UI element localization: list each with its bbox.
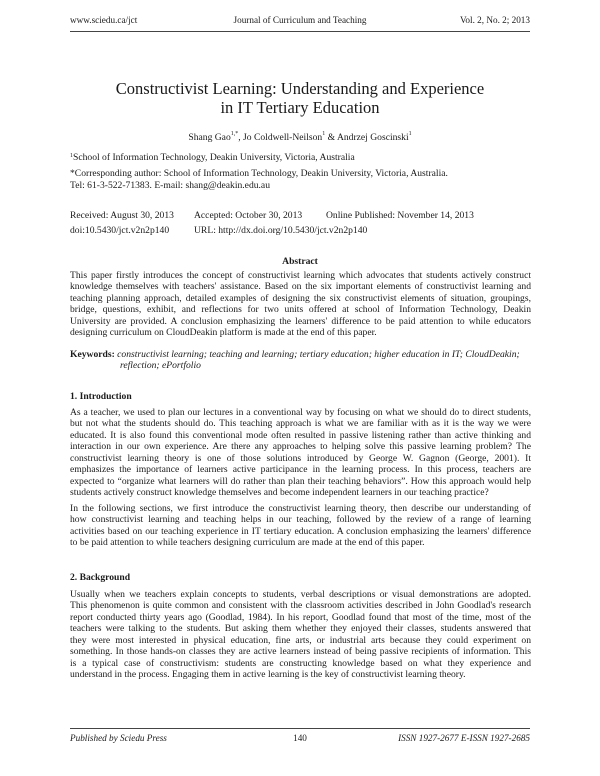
body-line: Usually when we teachers explain concepts to students, verbal descriptions or visual demonstrations are adopted. <box>70 589 531 600</box>
body-line: In the following sections, we first introduce the constructivist learning theory, then describe our understanding of <box>70 503 531 514</box>
journal-name: Journal of Curriculum and Teaching <box>233 15 367 25</box>
received-date: Received: August 30, 2013 <box>70 210 174 221</box>
background-paragraph <box>70 589 531 681</box>
body-line: emphasizes the importance of learners active participance in the learning process. In this process, teachers are <box>70 464 531 476</box>
body-line: to be paid attention to while teachers designing curriculum are made at the end of this paper. <box>70 537 425 549</box>
abstract-heading: Abstract <box>282 256 318 267</box>
body-line: is a typical case of constructivism: students are constructing knowledge based on what they experience and <box>70 657 531 669</box>
introduction-paragraph-1 <box>70 407 531 499</box>
introduction-paragraph-2 <box>70 503 531 549</box>
author-separator: & <box>325 132 337 143</box>
abstract-line: knowledge themselves with teachers' assistance. Based on the six important elements of constructivist learning and <box>70 281 531 293</box>
keywords-label: Keywords: <box>70 349 115 360</box>
title-line-2: in IT Tertiary Education <box>220 98 380 117</box>
author-name: Andrzej Goscinski <box>336 132 409 143</box>
correspondence-line: *Corresponding author: School of Information Technology, Deakin University, Victoria, Australia. <box>70 168 448 179</box>
author-superscript: 1 <box>322 131 326 137</box>
title-line-1: Constructivist Learning: Understanding and Experience <box>115 79 485 98</box>
body-line: how constructivist learning and teaching helps in our teaching, followed by the review of a range of learning <box>70 514 531 526</box>
issn: ISSN 1927-2677 E-ISSN 1927-2685 <box>398 733 530 743</box>
affiliation-superscript: 1 <box>70 153 73 159</box>
abstract-line: This paper firstly introduces the concept of constructivist learning which advocates that students actively construct <box>70 270 531 281</box>
body-line: constructivist learning theory is one of those solutions introduced by George W. Gagnon (George, 2001). It <box>70 452 531 464</box>
author-name: Shang Gao <box>188 132 231 143</box>
body-line: understand in the process. Engaging them in active learning is the key of constructivist learning theory. <box>70 669 466 681</box>
published-date: Online Published: November 14, 2013 <box>326 210 474 221</box>
body-line: This phenomenon is quite common and consistent with the classroom activities described in John Goodlad's research <box>70 600 531 612</box>
abstract-line: teaching planning approach, detailed examples of designing the six constructivist elements of situation, groupings, <box>70 292 531 304</box>
body-line: educated. It is also found this conventional mode often resulted in passive listening rather than active thinking and <box>70 429 531 441</box>
author-superscript: 1,* <box>230 131 239 137</box>
abstract-body <box>70 270 531 339</box>
volume-issue: Vol. 2, No. 2; 2013 <box>459 15 530 25</box>
running-header <box>70 15 530 29</box>
identifiers <box>70 225 540 237</box>
correspondence-contact: Tel: 61-3-522-71383. E-mail: shang@deakin.edu.au <box>70 179 270 191</box>
keywords-list: constructivist learning; teaching and learning; tertiary education; higher education in IT; CloudDeakin; <box>117 349 520 360</box>
author-name: Jo Coldwell-Neilson <box>243 132 323 143</box>
body-line: teachers were talking to the students. But asking them whether they enjoyed their classes, students answered that <box>70 623 531 635</box>
affiliation <box>70 152 540 164</box>
publisher: Published by Sciedu Press <box>70 733 167 743</box>
abstract-line: bridge, questions, exhibit, and reflections for two units offered at school of Information Technology, Deakin <box>70 304 531 316</box>
keywords-list-continued: reflection; ePortfolio <box>120 360 201 372</box>
correspondence <box>70 168 540 191</box>
section-heading-introduction: 1. Introduction <box>70 391 132 402</box>
author-list <box>70 132 530 143</box>
accepted-date: Accepted: October 30, 2013 <box>194 210 303 221</box>
keywords <box>70 349 540 372</box>
affiliation-text: School of Information Technology, Deakin University, Victoria, Australia <box>73 152 355 163</box>
body-line: interaction in our own experience. Are there any approaches to helping solve this passive learning problem? The <box>70 441 531 453</box>
page-number: 140 <box>293 733 307 743</box>
doi: doi:10.5430/jct.v2n2p140 <box>70 225 170 236</box>
body-line: expected to “organize what learners will do rather than plan their teaching behaviors”. How this approach would help <box>70 475 531 487</box>
doi-url[interactable]: URL: http://dx.doi.org/10.5430/jct.v2n2p140 <box>194 225 368 236</box>
publication-dates <box>70 210 540 222</box>
abstract-line: University are provided. A conclusion emphasizing the learners' difference to be paid attention to while educators <box>70 315 531 327</box>
author-superscript: 1 <box>408 131 412 137</box>
body-line: As a teacher, we used to plan our lectures in a conventional way by focusing on what we should do to direct students, <box>70 407 531 418</box>
body-line: students actively construct knowledge themselves and become independent learners in our teaching practice? <box>70 487 489 499</box>
running-footer <box>70 733 530 747</box>
abstract-line: designing curriculum on CloudDeakin platform is made at the end of this paper. <box>70 327 377 339</box>
header-rule <box>70 31 530 32</box>
paper-title <box>60 79 540 117</box>
journal-website: www.sciedu.ca/jct <box>70 15 138 25</box>
section-heading-background: 2. Background <box>70 572 131 583</box>
body-line: something. In those hands-on classes they are active learners instead of being passive recipients of information. This <box>70 646 531 658</box>
body-line: they were most interested in physical education, fine arts, or industrial arts because they could experiment on <box>70 634 531 646</box>
body-line: activities based on our teaching experience in IT tertiary education. A conclusion emphasizing the learners' difference <box>70 525 531 537</box>
footer-rule <box>70 728 530 729</box>
author-separator: , <box>238 132 244 143</box>
body-line: report conducted thirty years ago (Goodlad, 1984). In his report, Goodlad found that most of the time, most of the <box>70 611 531 623</box>
body-line: but not what the students should do. This teaching approach is what we are familiar with as it is the way we were <box>70 418 531 430</box>
